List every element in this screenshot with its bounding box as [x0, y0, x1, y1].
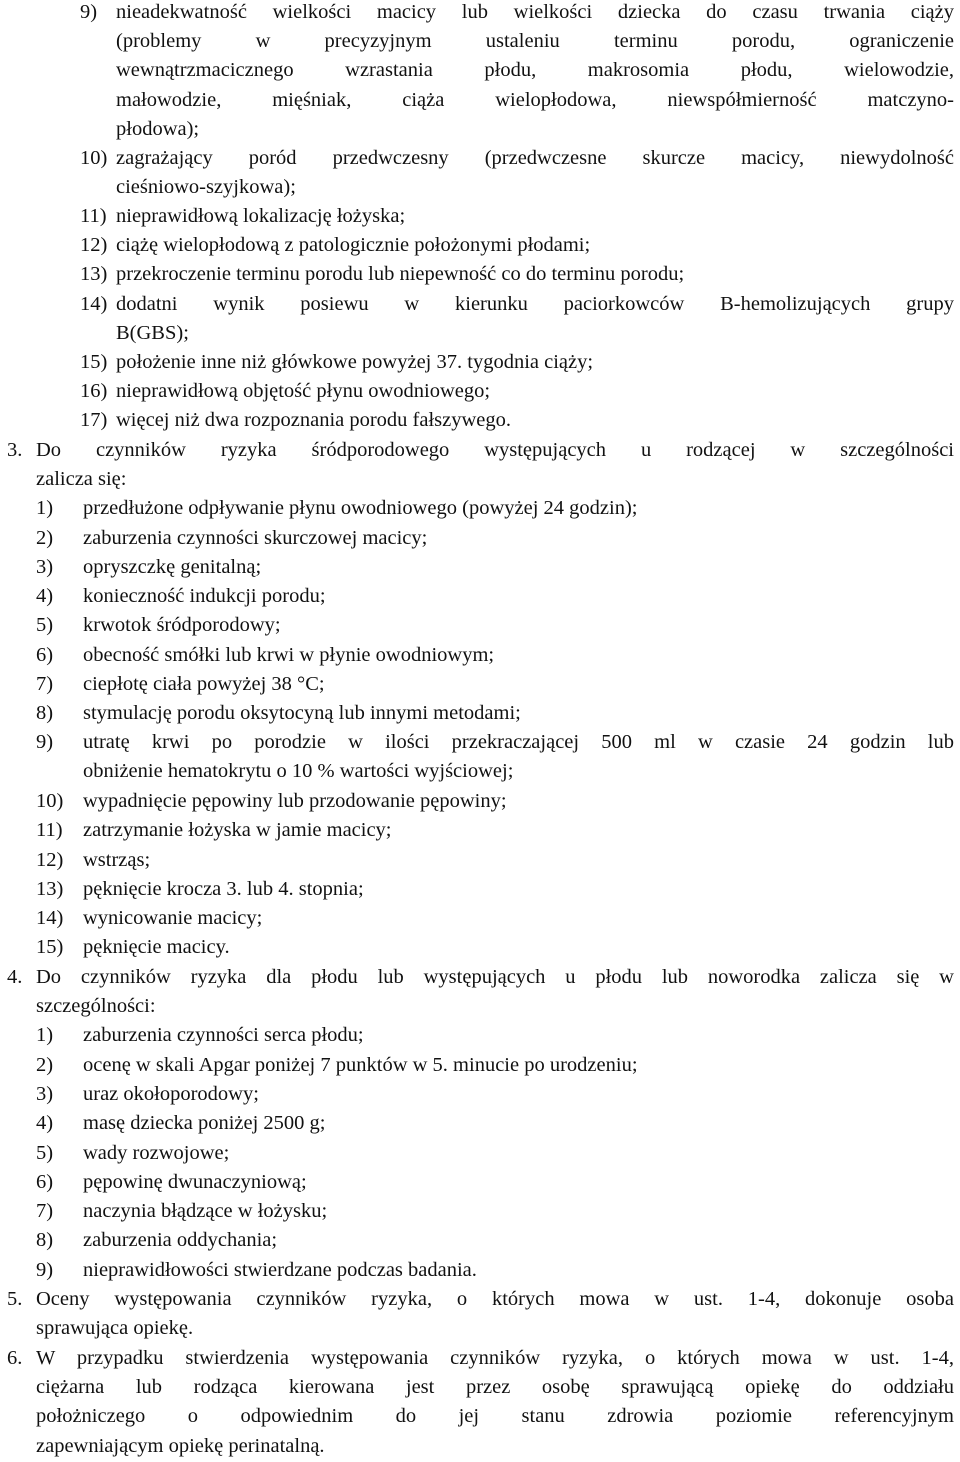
item-text: pępowinę dwunaczyniową;: [83, 1171, 307, 1193]
section-number: 5.: [7, 1288, 23, 1310]
list-item: [0, 846, 954, 875]
item-text: nieprawidłowości stwierdzane podczas badania.: [83, 1259, 477, 1281]
item-number: 5): [36, 1142, 54, 1164]
item-text: [116, 144, 954, 202]
item-text: konieczność indukcji porodu;: [83, 585, 326, 607]
list-item: [0, 494, 954, 523]
item-number: 13): [36, 878, 64, 900]
list-item: [0, 231, 954, 260]
item-number: 7): [36, 673, 54, 695]
item-number: 10): [36, 790, 64, 812]
item-text: opryszczkę genitalną;: [83, 556, 262, 578]
section-3-continuation: [36, 465, 954, 494]
item-text: zaburzenia czynności serca płodu;: [83, 1024, 364, 1046]
text-line: położniczego o odpowiednim do jej stanu zdrowia poziomie referencyjnym: [36, 1405, 954, 1428]
section-number: 3.: [7, 439, 23, 461]
item-number: 15): [80, 351, 108, 373]
list-item: [0, 290, 954, 348]
section-text: [36, 436, 954, 465]
item-text: położenie inne niż główkowe powyżej 37. tygodnia ciąży;: [116, 351, 594, 373]
section-6: [0, 1344, 954, 1461]
list-item: [0, 1109, 954, 1138]
section-4: [0, 963, 954, 992]
item-text: [83, 728, 954, 786]
item-number: 9): [36, 731, 54, 753]
item-number: 17): [80, 409, 108, 431]
item-text: wstrząs;: [83, 849, 151, 871]
text-line: cieśniowo-szyjkowa);: [116, 176, 296, 199]
section-4-continuation: [36, 992, 954, 1021]
list-item: [0, 875, 954, 904]
text-line: małowodzie, mięśniak, ciąża wielopłodowa, niewspółmierność matczyno-: [116, 88, 954, 111]
item-number: 15): [36, 936, 64, 958]
item-text: pęknięcie krocza 3. lub 4. stopnia;: [83, 878, 364, 900]
item-text: przekroczenie terminu porodu lub niepewność co do terminu porodu;: [116, 263, 685, 285]
item-number: 4): [36, 1112, 54, 1134]
text-line: obniżenie hematokrytu o 10 % wartości wyjściowej;: [83, 760, 514, 783]
list-item: [0, 1080, 954, 1109]
item-number: 16): [80, 380, 108, 402]
text-line: zalicza się:: [36, 468, 127, 490]
item-number: 14): [80, 293, 108, 315]
item-text: przedłużone odpływanie płynu owodniowego (powyżej 24 godzin);: [83, 497, 638, 519]
list-item: [0, 641, 954, 670]
item-number: 2): [36, 527, 54, 549]
list-item: [0, 348, 954, 377]
section-3: [0, 436, 954, 465]
list-item: [0, 0, 954, 144]
section-text: [36, 1285, 954, 1343]
list-item: [0, 524, 954, 553]
list-item: [0, 406, 954, 435]
text-line: Do czynników ryzyka dla płodu lub występujących u płodu lub noworodka zalicza się w: [36, 966, 954, 988]
item-number: 3): [36, 556, 54, 578]
item-text: masę dziecka poniżej 2500 g;: [83, 1112, 326, 1134]
item-text: ciążę wielopłodową z patologicznie położonymi płodami;: [116, 234, 591, 256]
item-text: [116, 290, 954, 348]
item-text: wypadnięcie pępowiny lub przodowanie pępowiny;: [83, 790, 507, 812]
item-number: 4): [36, 585, 54, 607]
text-line: wewnątrzmacicznego wzrastania płodu, makrosomia płodu, wielowodzie,: [116, 59, 954, 82]
item-text: stymulację porodu oksytocyną lub innymi metodami;: [83, 702, 521, 724]
item-number: 11): [36, 819, 63, 841]
item-number: 5): [36, 614, 54, 636]
item-text: uraz okołoporodowy;: [83, 1083, 259, 1105]
list-item: [0, 904, 954, 933]
list-item: [0, 670, 954, 699]
text-line: utratę krwi po porodzie w ilości przekraczającej 500 ml w czasie 24 godzin lub: [83, 731, 954, 753]
text-line: szczególności:: [36, 995, 156, 1017]
item-number: 11): [80, 205, 107, 227]
item-number: 7): [36, 1200, 54, 1222]
item-text: nieprawidłową objętość płynu owodniowego;: [116, 380, 491, 402]
item-number: 1): [36, 1024, 54, 1046]
item-text: więcej niż dwa rozpoznania porodu fałszywego.: [116, 409, 512, 431]
list-item: [0, 553, 954, 582]
item-number: 12): [80, 234, 108, 256]
item-number: 3): [36, 1083, 54, 1105]
text-line: dodatni wynik posiewu w kierunku paciorkowców B-hemolizujących grupy: [116, 293, 954, 315]
item-text: wynicowanie macicy;: [83, 907, 263, 929]
list-item: [0, 1168, 954, 1197]
item-number: 8): [36, 1229, 54, 1251]
list-item: [0, 1051, 954, 1080]
item-text: zaburzenia oddychania;: [83, 1229, 278, 1251]
list-item: [0, 1021, 954, 1050]
list-item: [0, 1226, 954, 1255]
list-item: [0, 202, 954, 231]
item-number: 6): [36, 1171, 54, 1193]
item-number: 13): [80, 263, 108, 285]
list-item: [0, 728, 954, 786]
text-line: W przypadku stwierdzenia występowania czynników ryzyka, o których mowa w ust. 1-4,: [36, 1347, 954, 1369]
item-text: krwotok śródporodowy;: [83, 614, 281, 636]
item-text: zatrzymanie łożyska w jamie macicy;: [83, 819, 392, 841]
item-text: [116, 0, 954, 144]
text-line: płodowa);: [116, 117, 200, 140]
item-number: 2): [36, 1054, 54, 1076]
item-number: 8): [36, 702, 54, 724]
text-line: zagrażający poród przedwczesny (przedwczesne skurcze macicy, niewydolność: [116, 147, 954, 169]
list-item: [0, 144, 954, 202]
item-number: 12): [36, 849, 64, 871]
item-text: obecność smółki lub krwi w płynie owodniowym;: [83, 644, 495, 666]
list-item: [0, 933, 954, 962]
list-item: [0, 377, 954, 406]
item-number: 14): [36, 907, 64, 929]
section-5: [0, 1285, 954, 1343]
section-text: [36, 1344, 954, 1461]
list-item: [0, 260, 954, 289]
list-item: [0, 582, 954, 611]
text-line: B(GBS);: [116, 322, 189, 345]
item-number: 6): [36, 644, 54, 666]
text-line: ciężarna lub rodząca kierowana jest przez osobę sprawującą opiekę do oddziału: [36, 1376, 954, 1399]
text-line: zapewniającym opiekę perinatalną.: [36, 1434, 325, 1457]
text-line: nieadekwatność wielkości macicy lub wielkości dziecka do czasu trwania ciąży: [116, 1, 954, 23]
item-text: zaburzenia czynności skurczowej macicy;: [83, 527, 428, 549]
list-item: [0, 787, 954, 816]
list-item: [0, 1139, 954, 1168]
section-number: 6.: [7, 1347, 23, 1369]
list-item: [0, 1197, 954, 1226]
list-item: [0, 1256, 954, 1285]
list-item: [0, 699, 954, 728]
item-text: ciepłotę ciała powyżej 38 °C;: [83, 673, 325, 695]
section-text: [36, 963, 954, 992]
text-line: Oceny występowania czynników ryzyka, o których mowa w ust. 1-4, dokonuje osoba: [36, 1288, 954, 1310]
list-item: [0, 611, 954, 640]
item-number: 9): [36, 1259, 54, 1281]
section-number: 4.: [7, 966, 23, 988]
list-item: [0, 816, 954, 845]
item-text: nieprawidłową lokalizację łożyska;: [116, 205, 406, 227]
item-text: naczynia błądzące w łożysku;: [83, 1200, 328, 1222]
item-text: pęknięcie macicy.: [83, 936, 230, 958]
text-line: Do czynników ryzyka śródporodowego występujących u rodzącej w szczególności: [36, 439, 954, 461]
item-text: wady rozwojowe;: [83, 1142, 230, 1164]
item-number: 1): [36, 497, 54, 519]
item-number: 10): [80, 147, 108, 169]
text-line: (problemy w precyzyjnym ustaleniu terminu porodu, ograniczenie: [116, 30, 954, 53]
item-text: ocenę w skali Apgar poniżej 7 punktów w 5. minucie po urodzeniu;: [83, 1054, 638, 1076]
item-number: 9): [80, 1, 98, 23]
text-line: sprawująca opiekę.: [36, 1317, 194, 1340]
